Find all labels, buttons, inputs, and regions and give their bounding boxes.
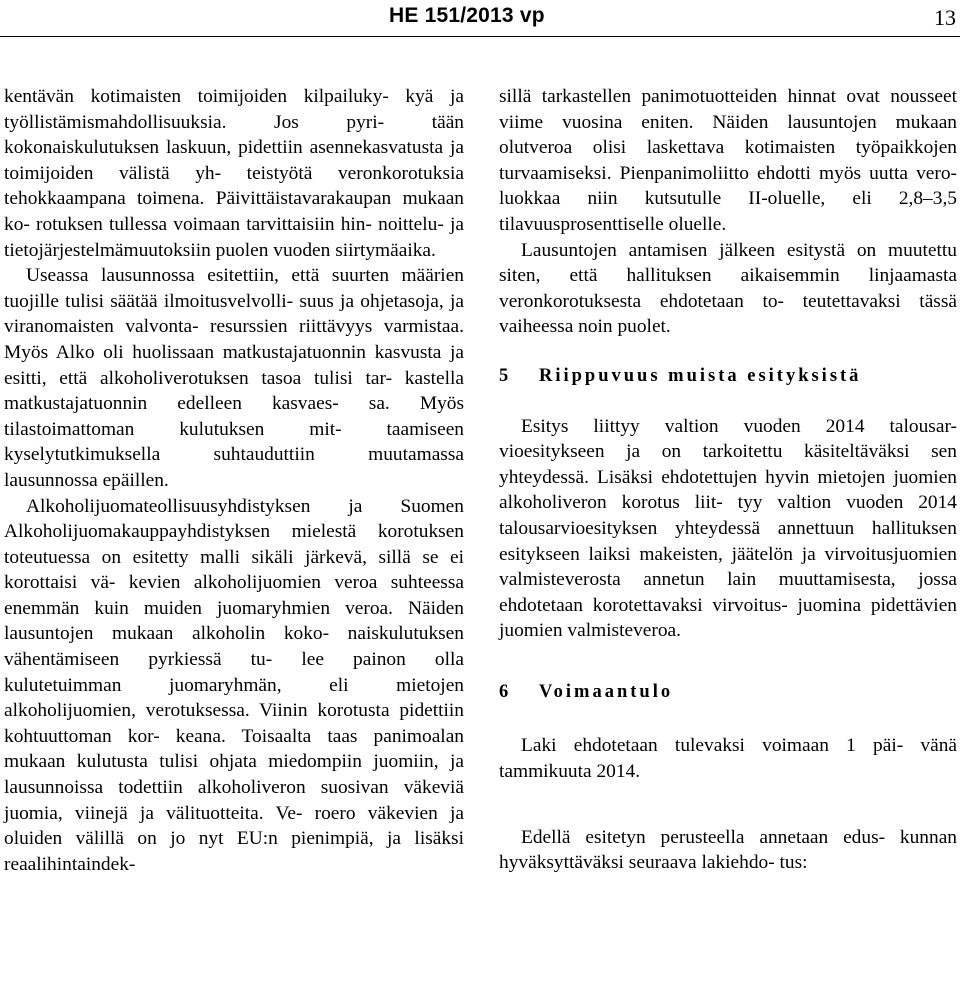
section-heading-5 — [499, 364, 957, 390]
left-column — [4, 84, 464, 877]
document-id: HE 151/2013 vp — [389, 4, 545, 27]
paragraph: Edellä esitetyn perusteella annetaan edus- kunnan hyväksyttäväksi seuraava lakiehdo- tus: — [499, 826, 957, 874]
header-rule — [0, 36, 960, 37]
paragraph: Esitys liittyy valtion vuoden 2014 talousar- vioesitykseen ja on tarkoitettu käsiteltäväksi sen yhteydessä. Lisäksi ehdotettujen hyvin mietojen juomien alkoholiveron korotus liit- tyy valtion vuoden 2014 talousarvioesityksen yhteydessä annettuun hallituksen esitykseen laiksi makeisten, jäätelön ja virvoitusjuomien valmisteverosta annetun lain muuttamisesta, jossa ehdotetaan korotettavaksi virvoitus- juomina pidettävien juomien valmisteveroa. — [499, 415, 957, 642]
section-title: Voimaantulo — [539, 681, 674, 702]
page-header — [0, 0, 960, 38]
right-column — [499, 84, 957, 876]
section-number: 6 — [499, 681, 509, 702]
section-heading-6 — [499, 680, 957, 706]
page-number: 13 — [934, 5, 956, 30]
paragraph: Useassa lausunnossa esitettiin, että suurten määrien tuojille tulisi säätää ilmoitusvelvolli- suus ja ohjetasoja, ja viranomaisten valvonta- resurssien riittävyys varmistaa. Myös Alko oli huolissaan matkustajatuonnin kasvusta ja esitti, että alkoholiverotuksen tasoa tulisi tar- kastella matkustajatuonnin edelleen kasvaes- sa. Myös tilastoimattoman kulutuksen mit- taamiseen kyselytutkimuksella suhtauduttiin muutamassa lausunnossa epäillen. — [4, 265, 464, 491]
section-number: 5 — [499, 365, 509, 386]
section-title: Riippuvuus muista esityksistä — [539, 365, 862, 386]
paragraph: Lausuntojen antamisen jälkeen esitystä on muutettu siten, että hallituksen aikaisemmin linjaamasta veronkorotuksesta ehdotetaan to- teutettavaksi tässä vaiheessa noin puolet. — [499, 239, 957, 338]
paragraph: sillä tarkastellen panimotuotteiden hinnat ovat nousseet viime vuosina eniten. Näiden lausuntojen mukaan olutveroa olisi laskettava kotimaisten työpaikkojen turvaamiseksi. Pienpanimoliitto ehdotti myös uutta vero- luokkaa niin kutsutulle II-oluelle, eli 2,8–3,5 tilavuusprosenttiselle oluelle. — [499, 86, 957, 235]
paragraph: kentävän kotimaisten toimijoiden kilpailuky- kyä ja työllistämismahdollisuuksia. Jos pyri- tään kokonaiskulutuksen laskuun, pidettiin asennekasvatusta ja toimijoiden välistä yh- teistyötä veronkorotuksia tehokkaampana toimena. Päivittäistavarakaupan mukaan ko- rotuksen tullessa voimaan tarvittaisiin hin- noittelu- ja tietojärjestelmämuutoksiin puolen vuoden siirtymäaika. — [4, 86, 464, 261]
paragraph: Alkoholijuomateollisuusyhdistyksen ja Suomen Alkoholijuomakauppayhdistyksen mielestä korotuksen toteutuessa on esitetty malli sikäli järkevä, sillä se ei korottaisi vä- kevien alkoholijuomien veroa suhteessa enemmän kuin muiden juomaryhmien veroa. Näiden lausuntojen mukaan alkoholin koko- naiskulutuksen vähentämiseen pyrkiessä tu- lee painon olla kulutetuimman juomaryhmän, eli mietojen alkoholijuomien, verotuksessa. Viinin korotusta pidettiin kohtuuttoman kor- keana. Toisaalta taas panimoalan mukaan kulutusta tulisi ohjata miedompiin juomiin, ja lausunnoissa todettiin alkoholiveron suosivan väkeviä juomia, viinejä ja välituotteita. Ve- roero väkevien ja oluiden välillä on jo nyt EU:n pienimpiä, ja lisäksi reaalihintaindek- — [4, 495, 464, 875]
paragraph: Laki ehdotetaan tulevaksi voimaan 1 päi- vänä tammikuuta 2014. — [499, 735, 957, 783]
